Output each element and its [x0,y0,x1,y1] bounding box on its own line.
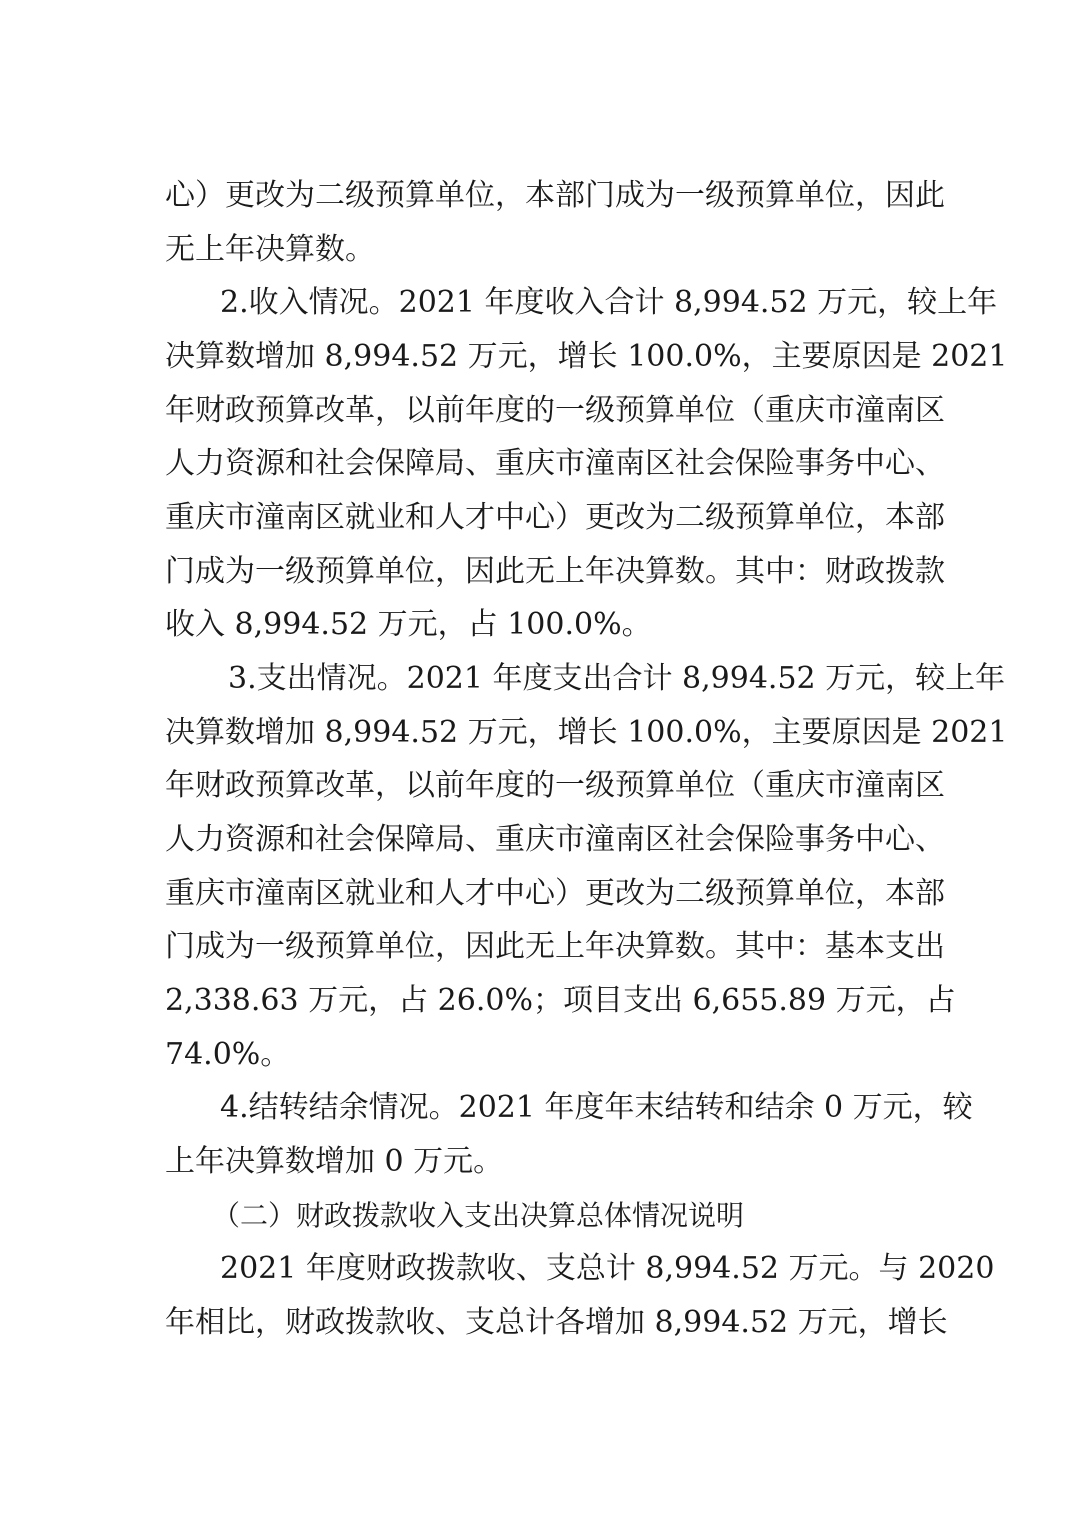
paragraph-line: 年相比，财政拨款收、支总计各增加 8,994.52 万元，增长 [165,1305,948,1340]
paragraph-line: 决算数增加 8,994.52 万元，增长 100.0%，主要原因是 2021 [165,339,1008,374]
expenditure-section-line: 3.支出情况。2021 年度支出合计 8,994.52 万元，较上年 [228,661,1006,696]
paragraph-line: 人力资源和社会保障局、重庆市潼南区社会保险事务中心、 [165,822,945,857]
paragraph-line: 重庆市潼南区就业和人才中心）更改为二级预算单位，本部 [165,500,945,535]
paragraph-line: 人力资源和社会保障局、重庆市潼南区社会保险事务中心、 [165,446,945,481]
paragraph-line: 门成为一级预算单位，因此无上年决算数。其中：财政拨款 [165,554,945,589]
paragraph-line: 决算数增加 8,994.52 万元，增长 100.0%，主要原因是 2021 [165,715,1008,750]
paragraph-line: 门成为一级预算单位，因此无上年决算数。其中：基本支出 [165,929,945,964]
carryover-section-line: 4.结转结余情况。2021 年度年末结转和结余 0 万元，较 [220,1090,973,1125]
income-section-line: 2.收入情况。2021 年度收入合计 8,994.52 万元，较上年 [220,285,998,320]
paragraph-line: 上年决算数增加 0 万元。 [165,1144,504,1179]
paragraph-line: 年财政预算改革，以前年度的一级预算单位（重庆市潼南区 [165,393,945,428]
paragraph-line: 年财政预算改革，以前年度的一级预算单位（重庆市潼南区 [165,768,945,803]
paragraph-line: 无上年决算数。 [165,232,375,267]
paragraph-line: 2,338.63 万元，占 26.0%；项目支出 6,655.89 万元，占 [165,983,956,1018]
paragraph-line: 收入 8,994.52 万元，占 100.0%。 [165,607,652,642]
paragraph-line: 心）更改为二级预算单位，本部门成为一级预算单位，因此 [165,178,945,213]
paragraph-line: 重庆市潼南区就业和人才中心）更改为二级预算单位，本部 [165,876,945,911]
paragraph-line: 74.0%。 [165,1037,291,1072]
section-heading: （二）财政拨款收入支出决算总体情况说明 [212,1199,745,1232]
paragraph-line: 2021 年度财政拨款收、支总计 8,994.52 万元。与 2020 [220,1251,995,1286]
